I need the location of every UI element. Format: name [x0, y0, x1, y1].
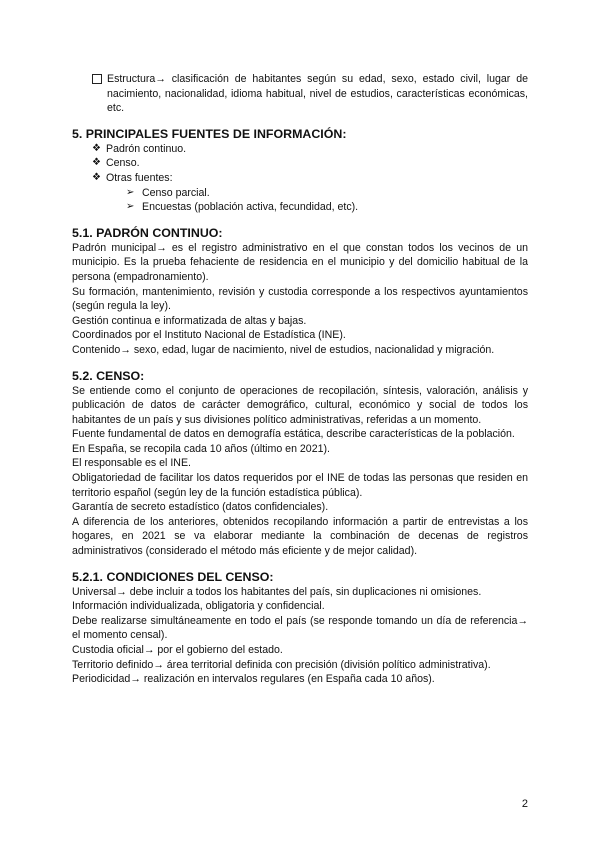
list-item: ❖ Otras fuentes: — [92, 171, 173, 184]
paragraph: Gestión continua e informatizada de altas y bajas. — [72, 314, 307, 327]
paragraph: Contenido→ sexo, edad, lugar de nacimiento, nivel de estudios, nacionalidad y migración. — [72, 343, 495, 356]
arrowhead-bullet-icon: ➢ — [126, 186, 135, 198]
document-page — [72, 72, 528, 687]
arrowhead-bullet-icon: ➢ — [126, 201, 135, 213]
paragraph: Coordinados por el Instituto Nacional de Estadística (INE). — [72, 329, 346, 342]
paragraph: A diferencia de los anteriores, obtenidos recopilando información a partir de entrevistas a los hogares, en 2021 se va elaborar mediante la combinación de decenas de registros administrativos (considerado el método más eficiente y de mejor calidad). — [72, 515, 528, 558]
section-heading-5-2-1: 5.2.1. CONDICIONES DEL CENSO: — [72, 569, 274, 584]
checkbox-list-item — [92, 72, 528, 116]
paragraph: Periodicidad→ realización en intervalos regulares (en España cada 10 años). — [72, 673, 435, 686]
paragraph: En España, se recopila cada 10 años (último en 2021). — [72, 442, 330, 455]
paragraph: El responsable es el INE. — [72, 457, 191, 470]
paragraph: Padrón municipal→ es el registro administrativo en el que constan todos los vecinos de un municipio. Es la prueba fehaciente de residencia en el municipio y del domicilio habitual de la persona (empadronamiento). — [72, 241, 528, 283]
list-item-text: Estructura→ clasificación de habitantes según su edad, sexo, estado civil, lugar de nacimiento, nacionalidad, idioma habitual, nivel de estudios, características económicas, etc. — [107, 73, 528, 115]
diamond-bullet-icon: ❖ — [92, 157, 101, 169]
paragraph: Territorio definido→ área territorial definida con precisión (división político administrativa). — [72, 658, 491, 671]
section-heading-5-1: 5.1. PADRÓN CONTINUO: — [72, 225, 223, 240]
paragraph: Debe realizarse simultáneamente en todo el país (se responde tomando un día de referencia→ el momento censal). — [72, 614, 528, 642]
paragraph: Fuente fundamental de datos en demografía estática, describe características de la población. — [72, 428, 515, 441]
sub-list-item: ➢ Encuestas (población activa, fecundidad, etc). — [126, 201, 359, 214]
list-item: ❖ Censo. — [92, 157, 140, 170]
paragraph: Se entiende como el conjunto de operaciones de recopilación, síntesis, valoración, análisis y publicación de datos de carácter demográfico, cultural, económico y social de todos los habitantes de un país y sus divisiones político administrativas, referidas a un momento. — [72, 384, 528, 426]
paragraph: Garantía de secreto estadístico (datos confidenciales). — [72, 501, 329, 514]
paragraph: Custodia oficial→ por el gobierno del estado. — [72, 644, 283, 656]
paragraph: Universal→ debe incluir a todos los habitantes del país, sin duplicaciones ni omisiones. — [72, 585, 482, 598]
list-item: ❖ Padrón continuo. — [92, 142, 187, 155]
diamond-bullet-icon: ❖ — [92, 142, 101, 154]
sub-list-item: ➢ Censo parcial. — [126, 186, 210, 199]
diamond-bullet-icon: ❖ — [92, 171, 101, 183]
paragraph: Su formación, mantenimiento, revisión y custodia corresponde a los respectivos ayuntamientos (según regula la ley). — [72, 285, 528, 313]
section-heading-5: 5. PRINCIPALES FUENTES DE INFORMACIÓN: — [72, 126, 347, 141]
section-heading-5-2: 5.2. CENSO: — [72, 368, 145, 383]
page-number: 2 — [521, 798, 528, 810]
paragraph: Obligatoriedad de facilitar los datos requeridos por el INE de todas las personas que residen en territorio español (según ley de la función estadística pública). — [72, 472, 528, 499]
paragraph: Información individualizada, obligatoria y confidencial. — [72, 600, 325, 613]
checkbox-square-icon — [92, 74, 102, 84]
